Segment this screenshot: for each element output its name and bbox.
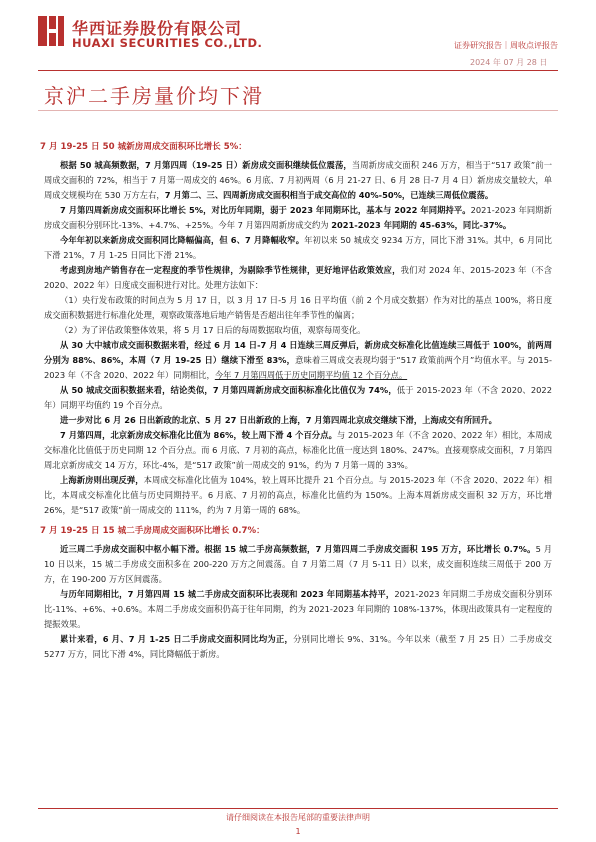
report-body xyxy=(40,140,553,662)
para-bold: 近三周二手房成交面积中枢小幅下滑。根据 15 城二手房高频数据，7 月第四周二手房成交面积 195 万方，环比增长 0.7%。 xyxy=(60,544,536,554)
paragraph xyxy=(44,632,552,662)
para-text: 分别同比增长 9%、31%。今年以来（截至 7 月 25 日）二手房成交 5277 万方，同比下滑 4%，同比降幅低于新房。 xyxy=(44,634,552,659)
para-bold: 从 30 大中城市成交面积数据来看，经过 6 月 14 日-7 月 4 日连续三周反弹后，新房成交标准化比值连续三周低于 100%，前两周分别为 88%、86%，本周（7 月 19-25 日）继续下滑至 83%， xyxy=(44,340,552,365)
para-text: 年初以来 50 城成交 9234 万方，同比下滑 31%。其中，6 月同比下滑 21%，7 月 1-25 日同比下滑 21%。 xyxy=(44,235,553,260)
page-title: 京沪二手房量价均下滑 xyxy=(44,84,264,108)
para-text: 5 月 10 日以来，15 城二手房成交面积多在 200-220 万方之间震荡。自 7 月第二周（7 月 5-11 日）以来，成交面积连续三周低于 200 万方，在 190-200 万方区间震荡。 xyxy=(44,544,553,584)
para-text: 2021-2023 年同期新房成交面积分别环比-13%、+4.7%、+25%。今年 7 月第四周新房成交约为 xyxy=(44,205,552,230)
title-divider xyxy=(38,110,558,111)
paragraph xyxy=(44,428,552,473)
page-number: 1 xyxy=(295,827,301,836)
para-bold: 累计来看，6 月、7 月 1-25 日二手房成交面积同比均为正， xyxy=(60,634,294,644)
para-text: （1）央行发布政策的时间点为 5 月 17 日，以 3 月 17 日-5 月 16 日平均值（前 2 个月成交数据）作为对比的基点 100%，将日度成交面积数据进行标准化处理，观察政策落地后地产销售是否超出往年季节性的偏离； xyxy=(44,295,552,320)
report-header xyxy=(38,14,558,58)
para-bold: 7 月第四周新房成交面积环比增长 5%，对比历年同期，弱于 2023 年同期环比，基本与 2022 年同期持平。 xyxy=(60,205,471,215)
para-bold: 与历年同期相比，7 月第四周 15 城二手房成交面积环比表现和 2023 年同期基本持平， xyxy=(60,589,395,599)
para-bold: 考虑到房地产销售存在一定程度的季节性规律，为剔除季节性规律，更好地评估政策效应， xyxy=(60,265,401,275)
report-date: 2024 年 07 月 28 日 xyxy=(470,58,548,67)
para-text: 意味着三周成交表现均弱于“517 政策前两个月”均值水平。与 2015-2023 年（不含 2020、2022 年）同期相比， xyxy=(44,355,552,380)
paragraph xyxy=(44,293,552,323)
legal-disclaimer: 请仔细阅读在本报告尾部的重要法律声明 xyxy=(226,813,370,822)
para-underline: 今年 7 月第四周低于历史同期平均值 12 个百分点。 xyxy=(214,370,408,380)
para-text: 低于 2015-2023 年（不含 2020、2022 年）同期平均值约 19 个百分点。 xyxy=(44,385,552,410)
paragraph xyxy=(44,413,552,428)
para-text: （2）为了评估政策整体效果，将 5 月 17 日后的每周数据取均值，观察每周变化。 xyxy=(60,325,366,335)
brand-name-en: HUAXI SECURITIES CO.,LTD. xyxy=(72,36,263,50)
paragraph xyxy=(44,587,552,632)
paragraph xyxy=(44,542,552,587)
paragraph xyxy=(44,203,552,233)
brand-name-cn: 华西证券股份有限公司 xyxy=(72,19,243,38)
huaxi-logo-icon xyxy=(38,16,64,46)
para-text: 当周新房成交面积 246 万方，相当于“517 政策”前一周成交面积的 72%，相当于 7 月第一周成交的 46%。6 月底、7 月初两周（6 月 21-27 日、6 月 28 日-7 月 4 日）新房成交量较大，单周成交规模均在 530 万方左右， xyxy=(44,160,552,200)
para-bold: 进一步对比 6 月 26 日出新政的北京、5 月 27 日出新政的上海，7 月第四周北京成交继续下滑，上海成交有所回升。 xyxy=(60,415,497,425)
para-text: 本周成交标准化比值为 104%，较上周环比提升 21 个百分点。与 2015-2023 年（不含 2020、2022 年）相比，本周成交标准化比值与历史同期持平。6 月底、7 月初的高点，标准化比值约为 150%。上海本周新房成交面积 32 万方，环比增 26%，是“517 政策”前一周成交的 111%，约为 7 月第一周的 68%。 xyxy=(44,475,552,515)
para-bold-2: 2021-2023 年同期的 45-63%，同比-37%。 xyxy=(331,220,512,230)
report-type: 证券研究报告｜周收点评报告 xyxy=(454,41,558,50)
section-heading: 7 月 19-25 日 50 城新房周成交面积环比增长 5%： xyxy=(40,142,247,152)
para-text: 2021-2023 年同期二手房成交面积分别环比-11%、+6%、+0.6%。本周二手房成交面积仍高于往年同期，约为 2021-2023 年同期的 108%-137%，体现出政策具有一定程度的提振效果。 xyxy=(44,589,552,629)
section-heading: 7 月 19-25 日 15 城二手房周成交面积环比增长 0.7%： xyxy=(40,526,265,536)
para-text: 我们对 2024 年、2015-2023 年（不含 2020、2022 年）日度成交面积进行对比。处理方法如下： xyxy=(44,265,552,290)
paragraph xyxy=(44,383,552,413)
para-bold: 从 50 城成交面积数据来看，结论类似，7 月第四周新房成交面积标准化比值仅为 74%， xyxy=(60,385,397,395)
para-text: 与 2015-2023 年（不含 2020、2022 年）相比，本周成交标准化比值低于历史同期 12 个百分点。而 6 月底、7 月初的高点，标准化比值一度达到 180%、247%。直接观察成交面积，7 月第四周北京新房成交 14 万方，环比-4%，是“517 政策”前一周成交的 91%，约为 7 月第一周的 33%。 xyxy=(44,430,552,470)
paragraph xyxy=(44,233,552,263)
para-bold: 根据 50 城高频数据，7 月第四周（19-25 日）新房成交面积继续低位震荡， xyxy=(60,160,352,170)
para-bold: 今年年初以来新房成交面积同比降幅偏高，但 6、7 月降幅收窄。 xyxy=(60,235,305,245)
para-bold-2: 7 月第二、三、四周新房成交面积相当于成交高位的 40%-50%，已连续三周低位震荡。 xyxy=(164,190,494,200)
para-bold: 7 月第四周，北京新房成交标准化比值为 86%，较上周下滑 4 个百分点。 xyxy=(60,430,337,440)
para-bold: 上海新房则出现反弹， xyxy=(60,475,144,485)
footer-divider xyxy=(38,808,558,809)
paragraph xyxy=(44,263,552,293)
paragraph xyxy=(44,323,552,338)
paragraph xyxy=(44,338,552,383)
header-divider xyxy=(38,70,558,71)
paragraph xyxy=(44,158,552,203)
paragraph xyxy=(44,473,552,518)
